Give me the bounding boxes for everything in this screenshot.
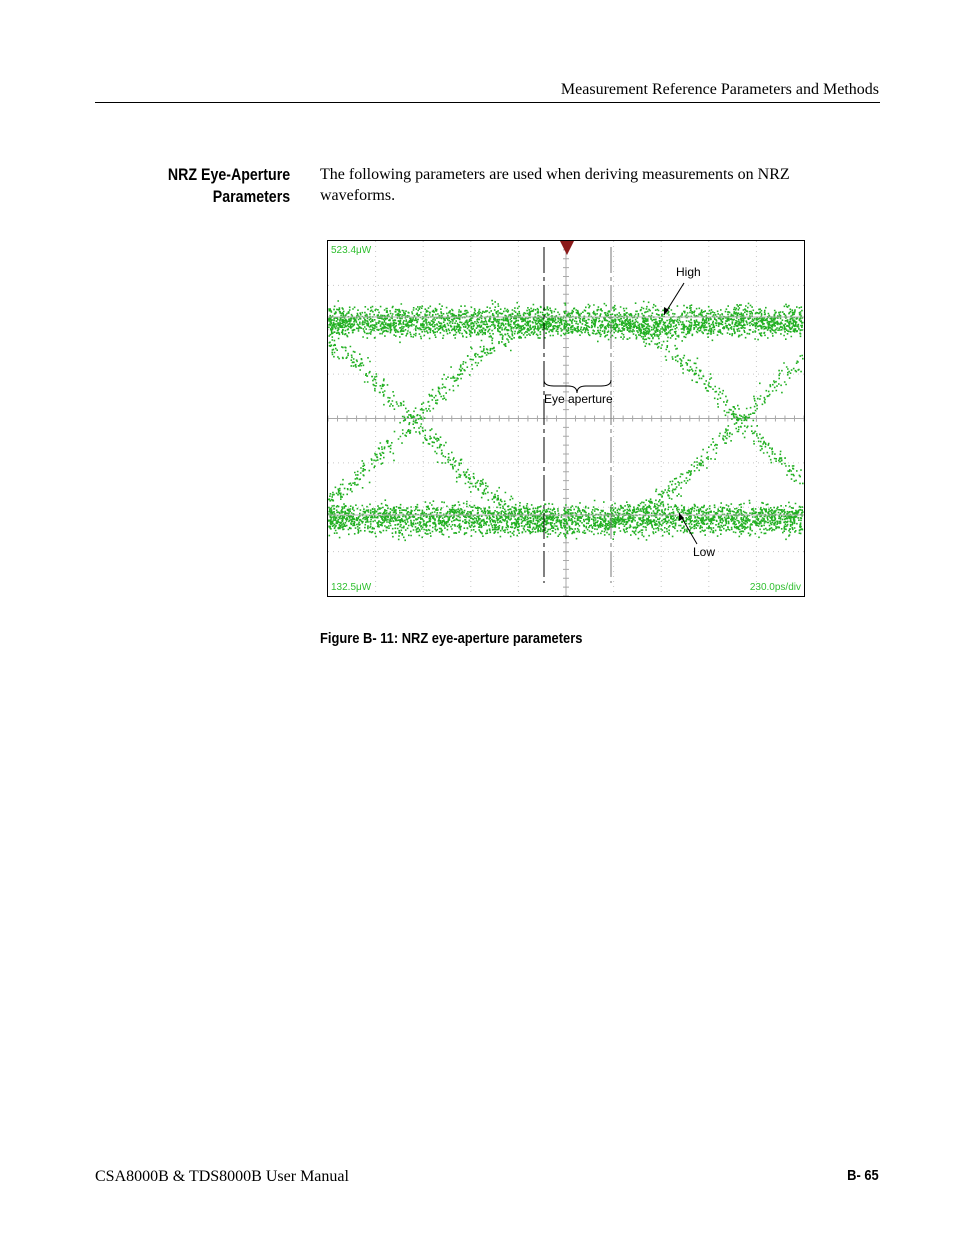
oscilloscope-display xyxy=(328,241,804,596)
high-label: High xyxy=(676,265,701,279)
section-heading xyxy=(168,164,290,208)
section-heading-line-1: NRZ Eye-Aperture xyxy=(167,166,290,184)
eye-aperture-label: Eye aperture xyxy=(544,392,613,406)
timebase-readout: 230.0ps/div xyxy=(749,582,801,593)
section-heading-line-2: Parameters xyxy=(212,188,290,206)
footer-manual-title: CSA8000B & TDS8000B User Manual xyxy=(95,1168,349,1185)
running-header: Measurement Reference Parameters and Methods xyxy=(560,81,879,98)
top-level-readout: 523.4μW xyxy=(331,245,372,256)
body-paragraph: The following parameters are used when deriving measurements on NRZ waveforms. xyxy=(320,166,790,204)
bottom-level-readout: 132.5μW xyxy=(331,582,372,593)
eye-diagram-figure xyxy=(327,240,805,597)
footer-page-number: B- 65 xyxy=(847,1167,879,1184)
header-rule xyxy=(95,102,880,103)
trigger-position-marker xyxy=(560,241,574,255)
low-label: Low xyxy=(693,545,716,559)
figure-caption: Figure B- 11: NRZ eye-aperture parameters xyxy=(320,630,583,647)
